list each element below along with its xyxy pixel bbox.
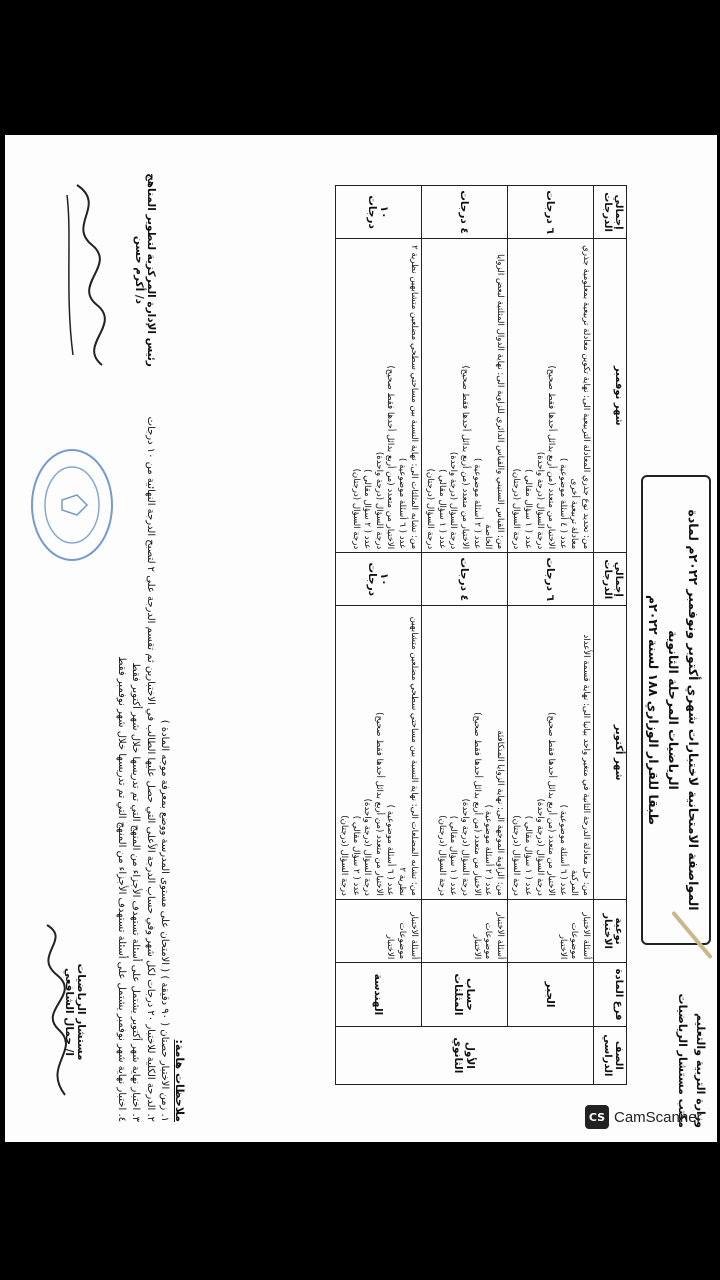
october-cell xyxy=(421,606,507,900)
oct-total-cell: ٤ درجات xyxy=(421,553,507,606)
oct-questions: عدد ( ٢ أسئلة موضوعية ) xyxy=(483,804,494,896)
oct-essay-mark: درجة السؤال (درجتان) xyxy=(339,815,350,896)
top-black-bar xyxy=(0,0,720,135)
scanned-page xyxy=(5,135,717,1142)
nov-essay: عدد ( ٢ سؤال مقالي ) xyxy=(362,469,373,550)
official-stamp-icon xyxy=(27,445,117,565)
nov-scope: من: تشابه المثلثات الى: نهاية النسبة بين مساحتي سطحي مضلعين متشابهين نظرية ٢ xyxy=(408,245,419,550)
type-cell: أسئلة الاختبار موضوعات الاختبار xyxy=(421,899,507,962)
nov-essay: عدد ( ١ سؤال مقالي ) xyxy=(523,469,534,550)
table-row xyxy=(335,186,421,1085)
nov-choice: الاختيار من متعدد (من أربع بدائل أحدها فقط صحيح) xyxy=(385,365,396,550)
nov-scope: من: القياس الستيني والقياس الدائري للزاوية الى: نهاية الدوال المثلثية لبعض الزوايا الخاصة xyxy=(483,254,505,550)
nov-total-cell: ٤ درجات xyxy=(421,186,507,239)
october-cell xyxy=(335,606,421,900)
oct-total-cell: ٦ درجات xyxy=(507,553,593,606)
november-cell xyxy=(421,239,507,553)
oct-choice: الاختيار من متعدد (من أربع بدائل أحدها فقط صحيح) xyxy=(546,712,557,896)
nov-mark: درجة السؤال (درجة واحدة) xyxy=(534,451,545,550)
type-cell: أسئلة الاختبار موضوعات الاختبار xyxy=(507,899,593,962)
oct-scope: من: حل معادلة الدرجة الثانية في متغير واحد بيانيا الى: نهاية قسمة الأعداد المركبة xyxy=(569,634,591,896)
nov-total-cell: ٦ درجات xyxy=(507,186,593,239)
oct-choice: الاختيار من متعدد (من أربع بدائل أحدها فقط صحيح) xyxy=(471,712,482,896)
branch-cell: الهندسة xyxy=(335,963,421,1026)
note-item: ٢. الدرجة الكلية للاختبار ٢٠ درجات لكل شهر وفي حساب الدرجة الأعلى التي حصل عليها الطالب في الاختبارين ثم تقسم الدرجة على ٢ لتصبح الدرجة النهائية من ١٠ درجات xyxy=(144,416,156,1122)
header-october: شهر أكتوبر xyxy=(594,606,627,900)
oct-total-cell: ١٠ درجات xyxy=(335,553,421,606)
spec-table xyxy=(335,185,627,1085)
oct-mark: درجة السؤال (درجة واحدة) xyxy=(460,798,471,896)
november-cell xyxy=(507,239,593,553)
ministry-header xyxy=(674,968,709,1128)
header-branch: فرع المادة xyxy=(594,963,627,1026)
oct-mark: درجة السؤال (درجة واحدة) xyxy=(362,798,373,896)
title-line-2: طبقا للقرار الوزاري ١٨٨ لسنة ٢٠٢٢م xyxy=(646,594,661,826)
nov-mark: درجة السؤال (درجة واحدة) xyxy=(448,451,459,550)
note-item: ٣. اختبار نهاية شهر أكتوبر يشتمل على أسئلة تستهدف الأجزاء من المنهج التي تم تدريسها خلال شهر أكتوبر فقط xyxy=(130,662,142,1122)
head-signature-block xyxy=(133,155,157,385)
nov-questions: عدد ( ٦ أسئلة موضوعية ) xyxy=(397,457,408,550)
oct-essay-mark: درجة السؤال (درجتان) xyxy=(436,815,447,896)
nov-essay-mark: درجة السؤال (درجتان) xyxy=(511,468,522,550)
oct-scope: من: تشابه المضلعات الى: نهاية النسبة بين مساحتي سطحي مضلعين متشابهين نظرية ٢ xyxy=(397,616,419,896)
note-item: ١. زمن الاختبار حصتان ( ٩٠ دقيقة ) ( الامتحان على مستوى المدرسة ووضع بمعرفة موجه المادة ) xyxy=(159,719,171,1122)
table-header-row xyxy=(594,186,627,1085)
nov-choice: الاختيار من متعدد (من أربع بدائل أحدها فقط صحيح) xyxy=(460,365,471,550)
oct-scope: من: الزاوية الموجهة الى: نهاية الزوايا المتكافئة xyxy=(494,730,505,896)
oct-questions: عدد ( ٦ أسئلة موضوعية ) xyxy=(557,804,568,896)
header-total-2: إجمالي الدرجات xyxy=(594,186,627,239)
header-november: شهر نوفمبر xyxy=(594,239,627,553)
header-type: نوعية الاختبار xyxy=(594,899,627,962)
nov-essay-mark: درجة السؤال (درجتان) xyxy=(350,468,361,550)
october-cell xyxy=(507,606,593,900)
november-cell xyxy=(335,239,421,553)
nov-mark: درجة السؤال (درجة واحدة) xyxy=(373,451,384,550)
camscanner-logo-icon: CS xyxy=(585,1105,609,1129)
oct-essay: عدد ( ٢ سؤال مقالي ) xyxy=(350,815,361,896)
nov-essay: عدد ( ١ سؤال مقالي ) xyxy=(436,469,447,550)
nov-total-cell: ١٠ درجات xyxy=(335,186,421,239)
nov-essay-mark: درجة السؤال (درجتان) xyxy=(425,468,436,550)
advisor-name: ا/ جمال الشافعي xyxy=(63,968,75,1056)
branch-cell: الجبر xyxy=(507,963,593,1026)
camscanner-watermark xyxy=(585,1105,702,1129)
handwritten-signature-icon xyxy=(22,915,77,1105)
oct-essay: عدد ( ١ سؤال مقالي ) xyxy=(523,815,534,896)
type-cell: أسئلة الاختبار موضوعات الاختبار xyxy=(335,899,421,962)
nov-choice: الاختيار من متعدد (من أربع بدائل أحدها فقط صحيح) xyxy=(546,365,557,550)
ministry-name: وزارة التربية والتعليم xyxy=(694,1013,707,1128)
advisor-title: مستشار الرياضيات xyxy=(75,963,87,1061)
rotated-document xyxy=(5,135,717,1142)
camscanner-label: CamScanner xyxy=(614,1108,702,1126)
document-title-box xyxy=(641,475,711,945)
head-name: د/ أكرم حسن xyxy=(133,235,145,305)
office-name: مكتب مستشار الرياضيات xyxy=(676,993,690,1128)
nov-questions: عدد ( ٤ أسئلة موضوعية ) xyxy=(557,457,568,550)
branch-cell: حساب المثلثات xyxy=(421,963,507,1026)
oct-mark: درجة السؤال (درجة واحدة) xyxy=(534,798,545,896)
table-row xyxy=(507,186,593,1085)
oct-essay: عدد ( ١ سؤال مقالي ) xyxy=(448,815,459,896)
nov-questions: عدد ( ٢ أسئلة موضوعية ) xyxy=(471,457,482,550)
title-line-1: المواصفة الامتحانية لاختبارات شهري أكتوبر ونوفمبر ٢٠٢٢م لمادة الرياضيات المرحلة الثانوية xyxy=(666,509,701,911)
handwritten-signature-icon xyxy=(57,175,117,375)
head-title: رئيس الإدارة المركزية لتطوير المناهج xyxy=(145,173,157,367)
oct-essay-mark: درجة السؤال (درجتان) xyxy=(511,815,522,896)
oct-questions: عدد ( ٦ أسئلة موضوعية ) xyxy=(385,804,396,896)
nov-scope: من: تحديد نوع جذري المعادلة التربيعية الى: نهاية تكوين معادلة تربيعية بمعلومية جذري معادلة تربيعية أخرى xyxy=(569,245,591,550)
header-total: إجمالي الدرجات xyxy=(594,553,627,606)
table-row xyxy=(421,186,507,1085)
grade-cell: الأول الثانوي xyxy=(335,1026,593,1084)
header-grade: الصف الدراسي xyxy=(594,1026,627,1084)
note-item: ٤. اختبار نهاية شهر نوفمبر يشتمل على أسئلة تستهدف الأجزاء من المنهج التي تم تدريسها خلال شهر نوفمبر فقط xyxy=(115,656,127,1122)
bottom-black-bar xyxy=(0,1142,720,1280)
oct-choice: الاختيار من متعدد (من أربع بدائل أحدها فقط صحيح) xyxy=(373,712,384,896)
notes-title: ملاحظات هامة: xyxy=(173,1039,186,1122)
